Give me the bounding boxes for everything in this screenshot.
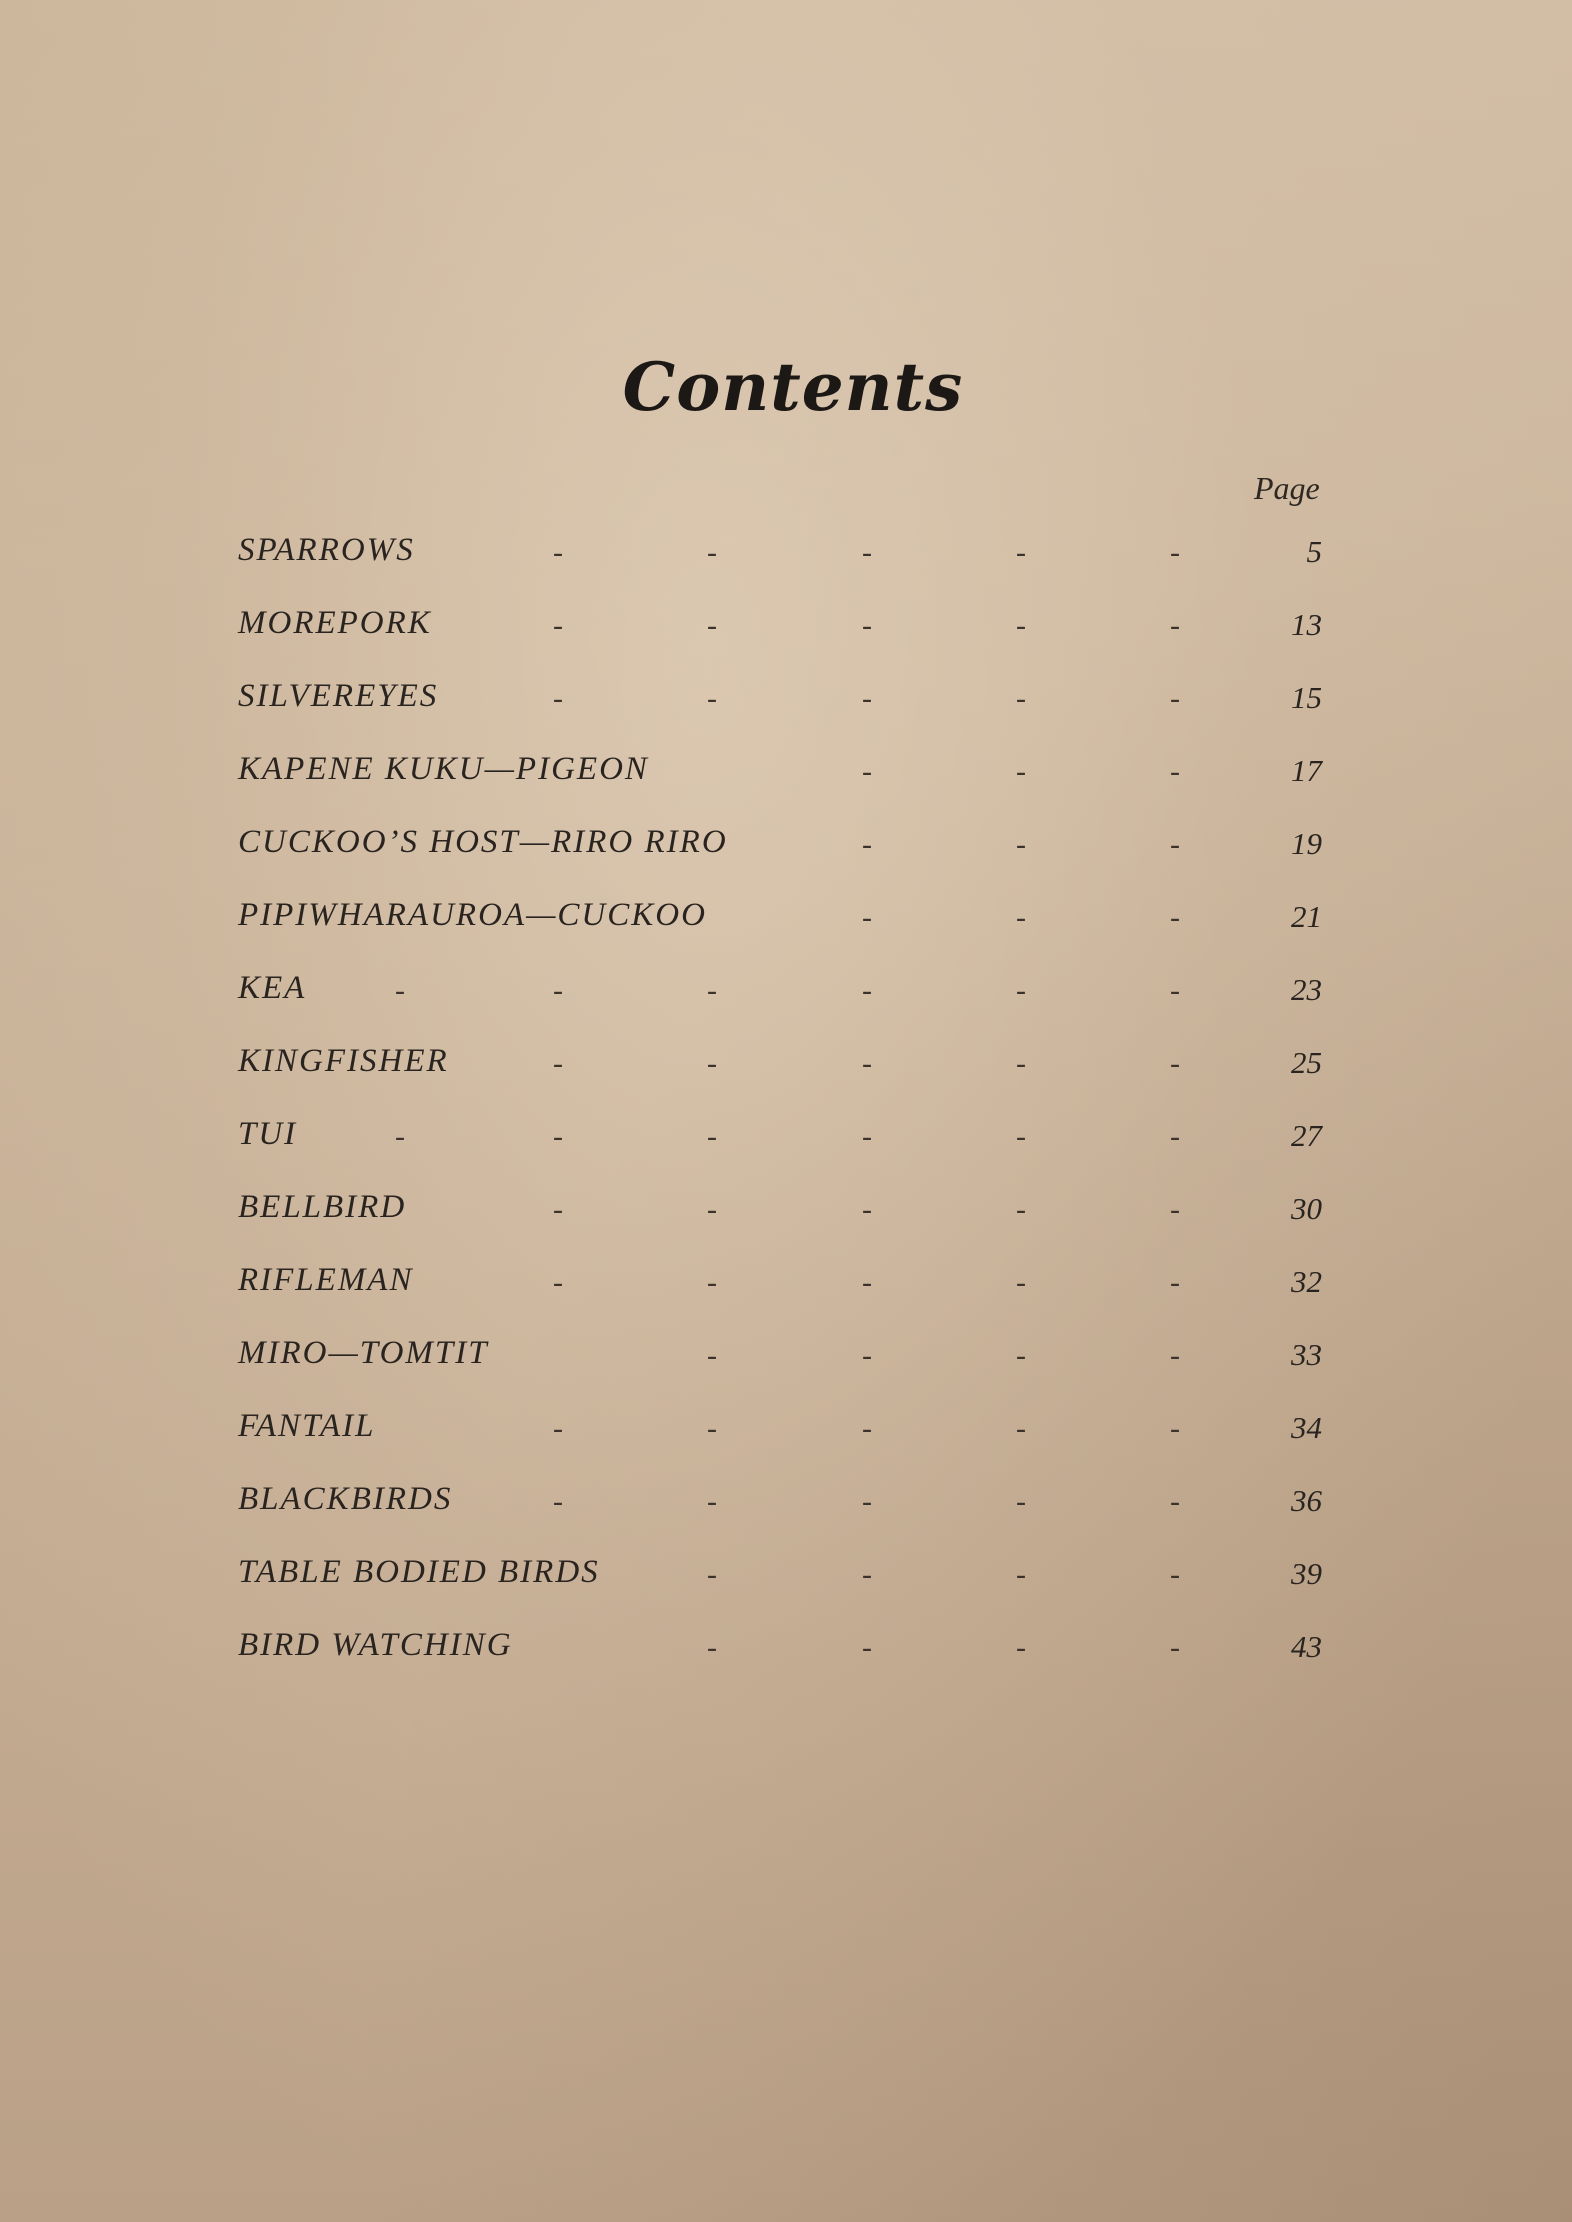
toc-page-number: 19 bbox=[1291, 826, 1322, 861]
leader-dash: - bbox=[395, 1120, 405, 1153]
leader-dash: - bbox=[1016, 1193, 1026, 1226]
leader-dash: - bbox=[1016, 1485, 1026, 1518]
toc-row bbox=[0, 1408, 1572, 1481]
leader-dash: - bbox=[707, 1193, 717, 1226]
toc-entry-title: PIPIWHARAUROA—CUCKOO bbox=[238, 897, 707, 933]
leader-dash: - bbox=[1016, 682, 1026, 715]
leader-dash: - bbox=[862, 1193, 872, 1226]
toc-page-number: 23 bbox=[1291, 972, 1322, 1007]
toc-entry-title: FANTAIL bbox=[238, 1408, 376, 1444]
leader-dash: - bbox=[1170, 536, 1180, 569]
toc-entry-title: TABLE BODIED BIRDS bbox=[238, 1554, 600, 1590]
leader-dash: - bbox=[862, 682, 872, 715]
leader-dash: - bbox=[553, 682, 563, 715]
page-column-header: Page bbox=[1254, 470, 1320, 506]
leader-dash: - bbox=[1170, 609, 1180, 642]
leader-dash: - bbox=[862, 828, 872, 861]
leader-dash: - bbox=[1170, 1266, 1180, 1299]
leader-dash: - bbox=[707, 1631, 717, 1664]
toc-row bbox=[0, 824, 1572, 897]
leader-dash: - bbox=[1016, 609, 1026, 642]
toc-entry-title: KINGFISHER bbox=[238, 1043, 449, 1079]
leader-dash: - bbox=[862, 901, 872, 934]
toc-row bbox=[0, 1627, 1572, 1700]
toc-entry-title: BIRD WATCHING bbox=[238, 1627, 513, 1663]
toc-page-number: 27 bbox=[1291, 1118, 1322, 1153]
leader-dash: - bbox=[553, 1120, 563, 1153]
toc-page-number: 21 bbox=[1291, 899, 1322, 934]
table-of-contents bbox=[0, 532, 1572, 1700]
leader-dash: - bbox=[707, 974, 717, 1007]
page-title: Contents bbox=[622, 348, 964, 426]
toc-entry-title: BLACKBIRDS bbox=[238, 1481, 453, 1517]
leader-dash: - bbox=[1016, 1412, 1026, 1445]
leader-dash: - bbox=[553, 609, 563, 642]
toc-row bbox=[0, 970, 1572, 1043]
toc-row bbox=[0, 532, 1572, 605]
leader-dash: - bbox=[1170, 1339, 1180, 1372]
leader-dash: - bbox=[707, 1120, 717, 1153]
toc-entry-title: BELLBIRD bbox=[238, 1189, 407, 1225]
toc-entry-title: KEA bbox=[238, 970, 307, 1006]
toc-page-number: 17 bbox=[1291, 753, 1322, 788]
leader-dash: - bbox=[553, 1412, 563, 1445]
leader-dash: - bbox=[1016, 1339, 1026, 1372]
leader-dash: - bbox=[1016, 901, 1026, 934]
leader-dash: - bbox=[1170, 1412, 1180, 1445]
leader-dash: - bbox=[862, 1266, 872, 1299]
leader-dash: - bbox=[1016, 828, 1026, 861]
toc-page-number: 15 bbox=[1291, 680, 1322, 715]
toc-page-number: 30 bbox=[1291, 1191, 1322, 1226]
toc-row bbox=[0, 751, 1572, 824]
leader-dash: - bbox=[862, 1339, 872, 1372]
leader-dash: - bbox=[862, 609, 872, 642]
leader-dash: - bbox=[862, 755, 872, 788]
leader-dash: - bbox=[707, 1412, 717, 1445]
leader-dash: - bbox=[707, 682, 717, 715]
toc-entry-title: CUCKOO’S HOST—RIRO RIRO bbox=[238, 824, 728, 860]
leader-dash: - bbox=[707, 1266, 717, 1299]
leader-dash: - bbox=[862, 1412, 872, 1445]
leader-dash: - bbox=[553, 1047, 563, 1080]
toc-page-number: 34 bbox=[1291, 1410, 1322, 1445]
leader-dash: - bbox=[862, 1558, 872, 1591]
leader-dash: - bbox=[862, 536, 872, 569]
leader-dash: - bbox=[707, 1339, 717, 1372]
toc-page-number: 5 bbox=[1306, 534, 1322, 569]
leader-dash: - bbox=[1016, 1266, 1026, 1299]
leader-dash: - bbox=[1016, 1558, 1026, 1591]
toc-page-number: 32 bbox=[1291, 1264, 1322, 1299]
leader-dash: - bbox=[1016, 1120, 1026, 1153]
leader-dash: - bbox=[1016, 755, 1026, 788]
leader-dash: - bbox=[707, 609, 717, 642]
toc-page-number: 36 bbox=[1291, 1483, 1322, 1518]
toc-entry-title: SILVEREYES bbox=[238, 678, 439, 714]
leader-dash: - bbox=[1170, 1193, 1180, 1226]
toc-page-number: 33 bbox=[1291, 1337, 1322, 1372]
leader-dash: - bbox=[1170, 1120, 1180, 1153]
toc-entry-title: MOREPORK bbox=[238, 605, 432, 641]
leader-dash: - bbox=[1170, 1485, 1180, 1518]
toc-row bbox=[0, 605, 1572, 678]
toc-row bbox=[0, 1043, 1572, 1116]
leader-dash: - bbox=[553, 1485, 563, 1518]
leader-dash: - bbox=[862, 1631, 872, 1664]
leader-dash: - bbox=[862, 1047, 872, 1080]
toc-row bbox=[0, 1335, 1572, 1408]
leader-dash: - bbox=[707, 1485, 717, 1518]
leader-dash: - bbox=[1170, 901, 1180, 934]
leader-dash: - bbox=[862, 1120, 872, 1153]
leader-dash: - bbox=[1170, 1631, 1180, 1664]
leader-dash: - bbox=[862, 1485, 872, 1518]
leader-dash: - bbox=[1170, 1558, 1180, 1591]
leader-dash: - bbox=[1170, 974, 1180, 1007]
toc-row bbox=[0, 678, 1572, 751]
toc-entry-title: TUI bbox=[238, 1116, 298, 1152]
leader-dash: - bbox=[1016, 974, 1026, 1007]
leader-dash: - bbox=[1170, 755, 1180, 788]
leader-dash: - bbox=[862, 974, 872, 1007]
leader-dash: - bbox=[1016, 1047, 1026, 1080]
toc-entry-title: KAPENE KUKU—PIGEON bbox=[238, 751, 649, 787]
leader-dash: - bbox=[1016, 536, 1026, 569]
toc-entry-title: RIFLEMAN bbox=[238, 1262, 414, 1298]
toc-entry-title: MIRO—TOMTIT bbox=[238, 1335, 489, 1371]
leader-dash: - bbox=[707, 1558, 717, 1591]
toc-entry-title: SPARROWS bbox=[238, 532, 415, 568]
leader-dash: - bbox=[1170, 682, 1180, 715]
leader-dash: - bbox=[707, 1047, 717, 1080]
leader-dash: - bbox=[553, 536, 563, 569]
toc-page-number: 25 bbox=[1291, 1045, 1322, 1080]
toc-row bbox=[0, 897, 1572, 970]
toc-row bbox=[0, 1554, 1572, 1627]
toc-page-number: 13 bbox=[1291, 607, 1322, 642]
leader-dash: - bbox=[395, 974, 405, 1007]
leader-dash: - bbox=[553, 974, 563, 1007]
toc-page-number: 39 bbox=[1291, 1556, 1322, 1591]
leader-dash: - bbox=[707, 536, 717, 569]
toc-row bbox=[0, 1116, 1572, 1189]
leader-dash: - bbox=[1016, 1631, 1026, 1664]
toc-row bbox=[0, 1262, 1572, 1335]
toc-row bbox=[0, 1481, 1572, 1554]
toc-row bbox=[0, 1189, 1572, 1262]
leader-dash: - bbox=[1170, 828, 1180, 861]
toc-page-number: 43 bbox=[1291, 1629, 1322, 1664]
leader-dash: - bbox=[553, 1266, 563, 1299]
leader-dash: - bbox=[553, 1193, 563, 1226]
leader-dash: - bbox=[1170, 1047, 1180, 1080]
